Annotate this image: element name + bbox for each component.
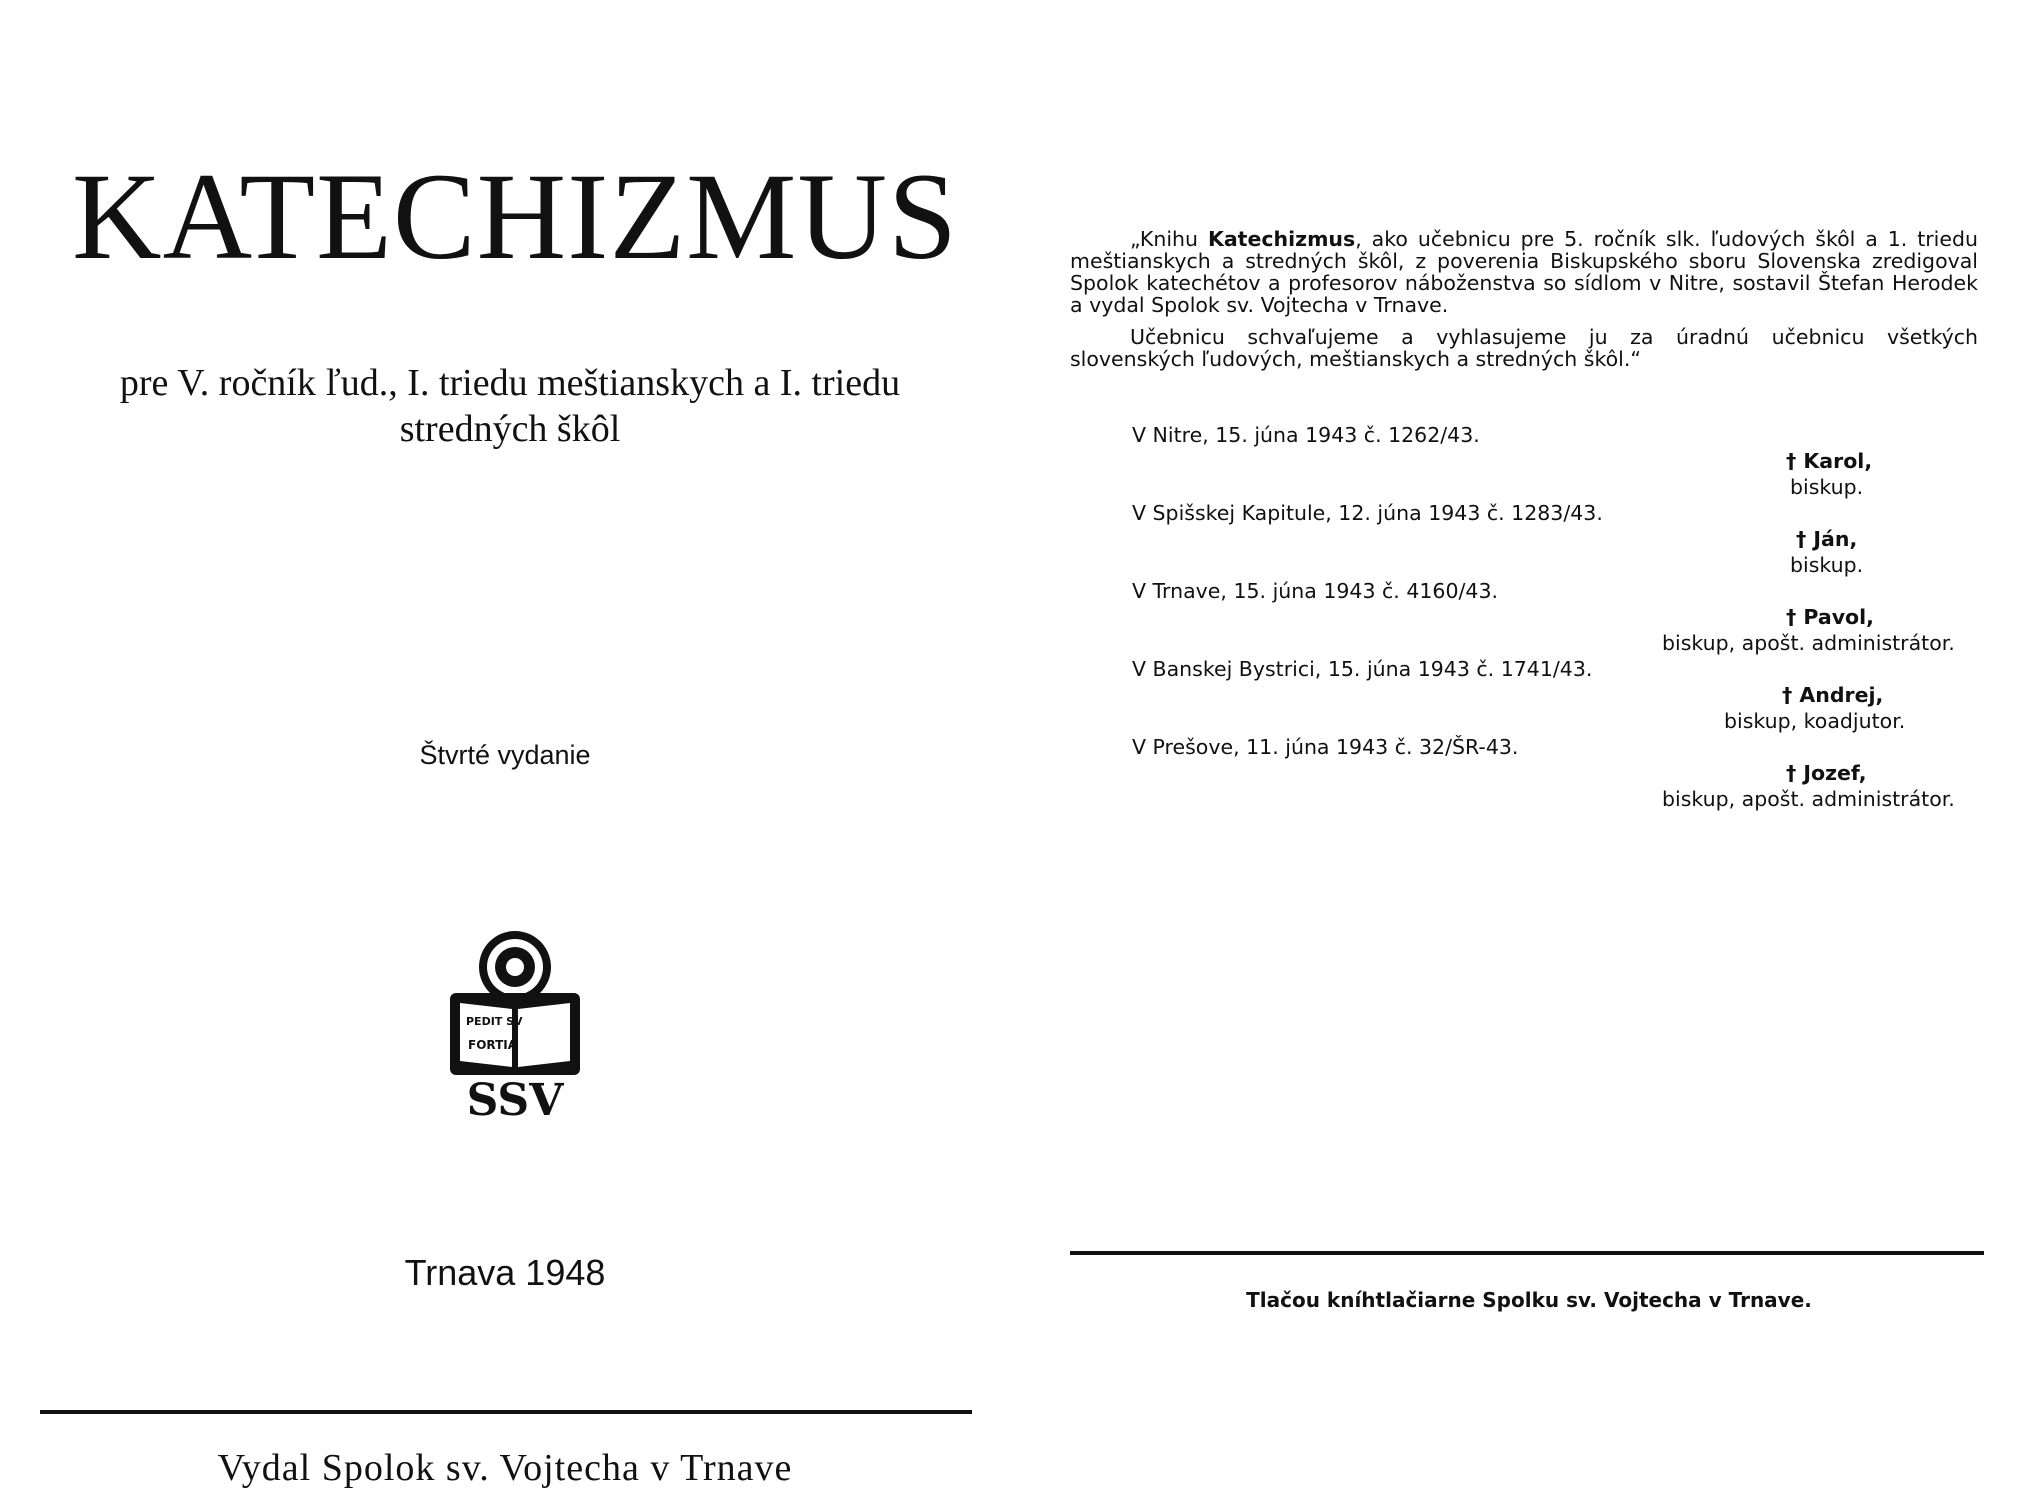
approval-place-date: V Trnave, 15. júna 1943 č. 4160/43. [1132,579,1498,603]
publisher-logo-icon [440,925,590,1125]
divider-rule [40,1410,972,1414]
signer-name: † Jozef, [1786,761,1867,785]
divider-rule [1070,1251,1984,1255]
approval-place-date: V Nitre, 15. júna 1943 č. 1262/43. [1132,423,1480,447]
book-name: Katechizmus [1207,227,1356,251]
signer-name: † Karol, [1786,449,1873,473]
signer-role: biskup. [1790,553,1864,577]
approval-entry [1070,422,1978,500]
signer-role: biskup. [1790,475,1864,499]
signer-name: † Pavol, [1786,605,1874,629]
signer-role: biskup, apošt. administrátor. [1662,787,1955,811]
approval-entry [1070,734,1978,812]
subtitle-line-1: pre V. ročník ľud., I. triedu meštianskych a I. triedu [119,362,901,404]
signer-name: † Ján, [1796,527,1858,551]
signature [1070,526,1978,578]
signature [1070,760,1978,812]
approval-place-date: V Spišskej Kapitule, 12. júna 1943 č. 1283/43. [1132,501,1603,525]
publisher-line: Vydal Spolok sv. Vojtecha v Trnave [217,1447,793,1489]
approval-place-date: V Prešove, 11. júna 1943 č. 32/ŠR-43. [1132,735,1519,759]
approval-paragraph-1: „Knihu Katechizmus, ako učebnicu pre 5. ročník slk. ľudových škôl a 1. triedu meštianskych a stredných škôl, z poverenia Biskupského sboru Slovenska zredigoval Spolok katechétov a profesorov náboženstva so sídlom v Nitre, sostavil Štefan Herodek a vydal Spolok sv. Vojtecha v Trnave. [1070,227,1978,317]
signer-role: biskup, koadjutor. [1724,709,1906,733]
signature [1070,682,1978,734]
approval-entry [1070,656,1978,734]
place-year: Trnava 1948 [404,1252,606,1293]
book-title: KATECHIZMUS [72,148,958,285]
subtitle [30,360,990,452]
approval-place-date: V Banskej Bystrici, 15. júna 1943 č. 1741/43. [1132,657,1593,681]
svg-text:FORTIA: FORTIA [468,1038,518,1052]
approval-text [1070,228,1978,380]
printer-line: Tlačou kníhtlačiarne Spolku sv. Vojtecha v Trnave. [1246,1288,1812,1312]
signature [1070,448,1978,500]
approval-entry [1070,578,1978,656]
edition-label: Štvrté vydanie [419,740,591,770]
approval-list [1070,422,1978,812]
subtitle-line-2: stredných škôl [399,408,621,450]
approval-entry [1070,500,1978,578]
svg-text:PEDIT SV: PEDIT SV [466,1015,523,1028]
right-page [1040,0,2018,1500]
approval-paragraph-2: Učebnicu schvaľujeme a vyhlasujeme ju za úradnú učebnicu všetkých slovenských ľudových, meštianskych a stredných škôl.“ [1070,325,1978,371]
signature [1070,604,1978,656]
signer-role: biskup, apošt. administrátor. [1662,631,1955,655]
signer-name: † Andrej, [1782,683,1884,707]
svg-text:SSV: SSV [466,1075,564,1125]
